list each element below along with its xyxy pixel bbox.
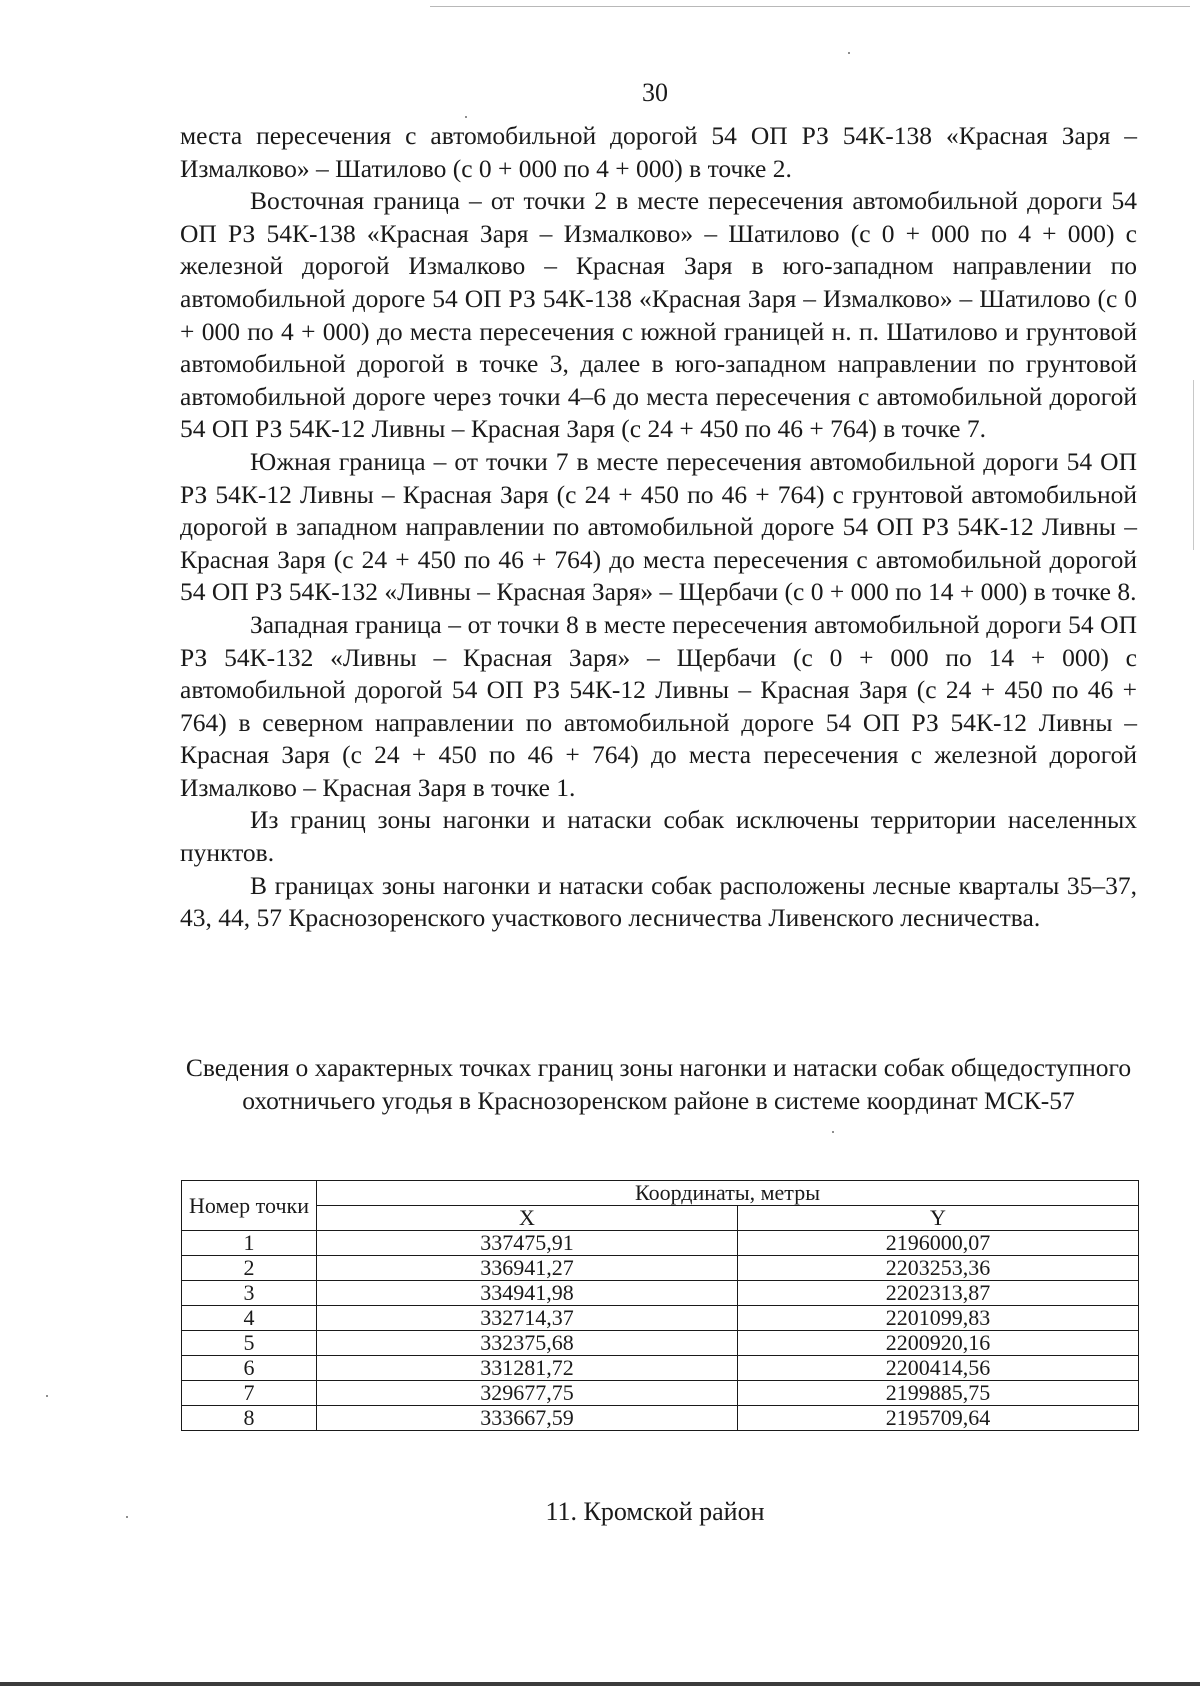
point-number: 1 [182,1231,317,1256]
page-number: 30 [642,78,668,107]
table-row [182,1231,1139,1256]
header-y: Y [738,1206,1139,1231]
coord-x: 334941,98 [317,1281,738,1306]
point-number: 7 [182,1381,317,1406]
paragraph-west-border: Западная граница – от точки 8 в месте пересечения автомобильной дороги 54 ОП РЗ 54К-132 «Ливны – Красная Заря» – Щербачи (с 0 + 000 по 14 + 000) с автомобильной дорогой 54 ОП РЗ 54К-12 Ливны – Красная Заря (с 24 + 450 по 46 + 764) в северном направлении по автомобильной дороге 54 ОП РЗ 54К-12 Ливны – Красная Заря (с 24 + 450 по 46 + 764) до места пересечения с железной дорогой Измалково – Красная Заря в точке 1. [180,609,1137,802]
table-row [182,1406,1139,1431]
coord-y: 2202313,87 [738,1281,1139,1306]
paragraph-exclusions: Из границ зоны нагонки и натаски собак исключены территории населенных пунктов. [180,805,1137,868]
point-number: 2 [182,1256,317,1281]
coord-x: 331281,72 [317,1356,738,1381]
coord-x: 333667,59 [317,1406,738,1431]
point-number: 3 [182,1281,317,1306]
coord-y: 2196000,07 [738,1231,1139,1256]
coord-y: 2195709,64 [738,1406,1139,1431]
body-text [180,120,1137,935]
coord-y: 2201099,83 [738,1306,1139,1331]
header-point-number: Номер точки [182,1181,317,1231]
table-row [182,1281,1139,1306]
header-coordinates: Координаты, метры [317,1181,1139,1206]
point-number: 4 [182,1306,317,1331]
table-row [182,1306,1139,1331]
coord-x: 337475,91 [317,1231,738,1256]
paragraph-continuation: места пересечения с автомобильной дорогой 54 ОП РЗ 54К-138 «Красная Заря – Измалково» – Шатилово (с 0 + 000 по 4 + 000) в точке 2. [180,121,1137,183]
section-heading: 11. Кромской район [545,1497,765,1526]
scan-speck [832,1131,834,1133]
paragraph-east-border: Восточная граница – от точки 2 в месте пересечения автомобильной дороги 54 ОП РЗ 54К-138 «Красная Заря – Измалково» – Шатилово (с 0 + 000 по 4 + 000) с железной дорогой Измалково – Красная Заря в юго-западном направлении по автомобильной дороге 54 ОП РЗ 54К-138 «Красная Заря – Измалково» – Шатилово (с 0 + 000 по 4 + 000) до места пересечения с южной границей н. п. Шатилово и грунтовой автомобильной дорогой в точке 3, далее в юго-западном направлении по грунтовой автомобильной дороге через точки 4–6 до места пересечения с автомобильной дорогой 54 ОП РЗ 54К-12 Ливны – Красная Заря (с 24 + 450 по 46 + 764) в точке 7. [180,186,1137,444]
table-row [182,1331,1139,1356]
point-number: 8 [182,1406,317,1431]
table-caption: Сведения о характерных точках границ зоны нагонки и натаски собак общедоступного охотничьего угодья в Краснозоренском районе в системе координат МСК-57 [185,1053,1132,1115]
coordinates-table [181,1180,1139,1431]
coord-y: 2200920,16 [738,1331,1139,1356]
coord-x: 332375,68 [317,1331,738,1356]
point-number: 5 [182,1331,317,1356]
scan-speck [46,1395,48,1397]
table-row [182,1356,1139,1381]
scan-edge-right [1193,380,1194,550]
header-x: X [317,1206,738,1231]
coord-y: 2203253,36 [738,1256,1139,1281]
scan-edge-top [430,6,1190,7]
scan-speck [465,116,467,118]
coord-y: 2200414,56 [738,1356,1139,1381]
table-row [182,1381,1139,1406]
coord-x: 336941,27 [317,1256,738,1281]
point-number: 6 [182,1356,317,1381]
coord-x: 332714,37 [317,1306,738,1331]
scan-speck [848,52,850,54]
coord-y: 2199885,75 [738,1381,1139,1406]
coord-x: 329677,75 [317,1381,738,1406]
paragraph-south-border: Южная граница – от точки 7 в месте пересечения автомобильной дороги 54 ОП РЗ 54К-12 Ливны – Красная Заря (с 24 + 450 по 46 + 764) с грунтовой автомобильной дорогой в западном направлении по автомобильной дороге 54 ОП РЗ 54К-12 Ливны – Красная Заря (с 24 + 450 по 46 + 764) до места пересечения с автомобильной дорогой 54 ОП РЗ 54К-132 «Ливны – Красная Заря» – Щербачи (с 0 + 000 по 14 + 000) в точке 8. [180,446,1137,607]
paragraph-forest-quarters: В границах зоны нагонки и натаски собак расположены лесные кварталы 35–37, 43, 44, 57 Краснозоренского участкового лесничества Ливенского лесничества. [180,870,1137,933]
table-row [182,1256,1139,1281]
scan-edge-bottom [0,1682,1200,1686]
